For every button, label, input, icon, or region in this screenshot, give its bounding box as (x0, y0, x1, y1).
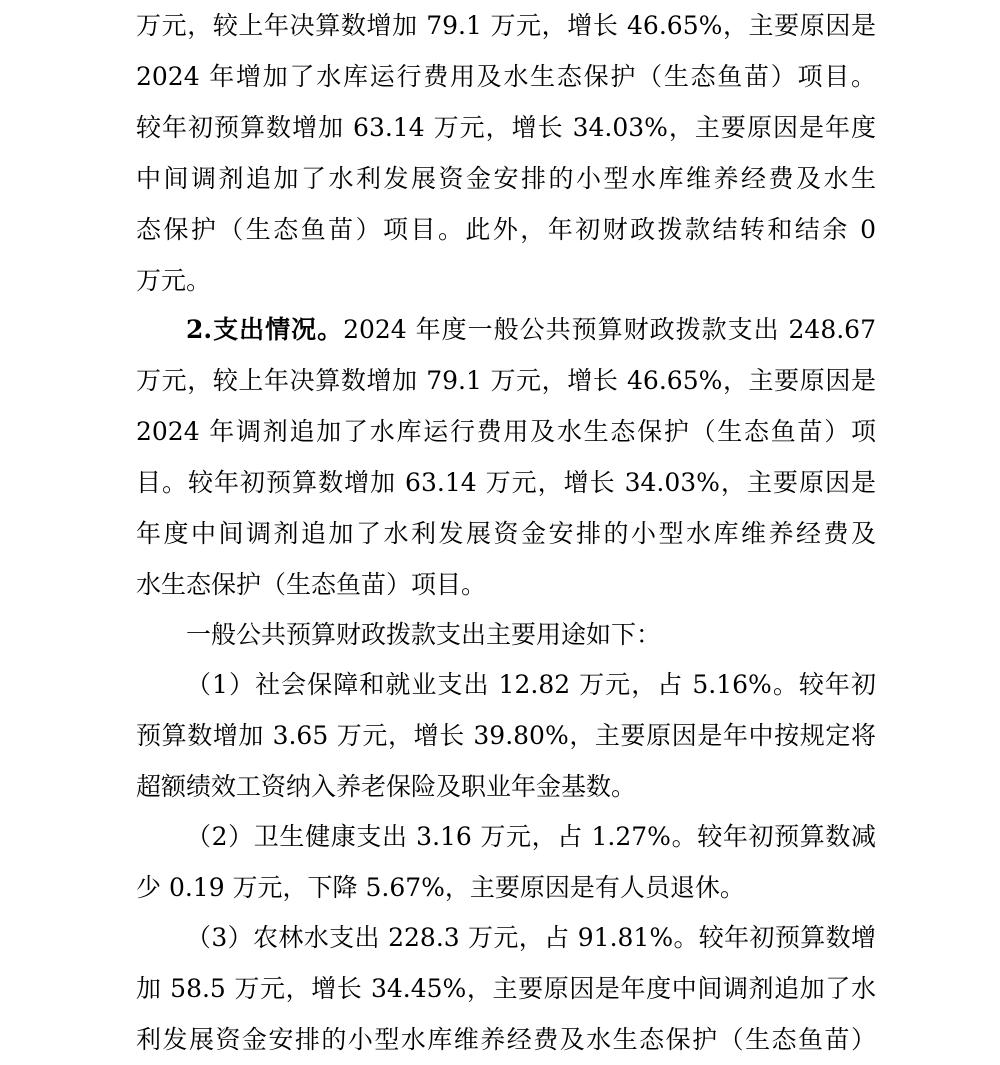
list-item-line: （3）农林水支出 228.3 万元，占 91.81%。较年初预算数增 (186, 923, 876, 952)
section-heading-text: 2024 年度一般公共预算财政拨款支出 248.67 (343, 315, 876, 344)
text-line: 超额绩效工资纳入养老保险及职业年金基数。 (136, 772, 637, 801)
text-line: 年度中间调剂追加了水利发展资金安排的小型水库维养经费及 (136, 519, 876, 548)
section-heading: 2.支出情况。 (186, 315, 344, 344)
text-line: 万元。 (136, 266, 212, 295)
text-line: 少 0.19 万元，下降 5.67%，主要原因是有人员退休。 (136, 873, 745, 902)
text-line: 水生态保护（生态鱼苗）项目。 (136, 570, 487, 599)
text-line: 2024 年调剂追加了水库运行费用及水生态保护（生态鱼苗）项 (136, 417, 876, 446)
text-line: 态保护（生态鱼苗）项目。此外，年初财政拨款结转和结余 0 (136, 215, 876, 244)
text-line: 目。较年初预算数增加 63.14 万元，增长 34.03%，主要原因是 (136, 468, 876, 497)
text-line: 一般公共预算财政拨款支出主要用途如下： (186, 620, 662, 649)
text-line: 万元，较上年决算数增加 79.1 万元，增长 46.65%，主要原因是 (136, 11, 876, 40)
list-item-line: （2）卫生健康支出 3.16 万元，占 1.27%。较年初预算数减 (186, 822, 876, 851)
text-line: 2024 年增加了水库运行费用及水生态保护（生态鱼苗）项目。 (136, 62, 876, 91)
text-line: 较年初预算数增加 63.14 万元，增长 34.03%，主要原因是年度 (136, 113, 876, 142)
text-line: 加 58.5 万元，增长 34.45%，主要原因是年度中间调剂追加了水 (136, 974, 876, 1003)
list-item-line: （1）社会保障和就业支出 12.82 万元，占 5.16%。较年初 (186, 670, 876, 699)
text-line: 预算数增加 3.65 万元，增长 39.80%，主要原因是年中按规定将 (136, 721, 876, 750)
text-line: 万元，较上年决算数增加 79.1 万元，增长 46.65%，主要原因是 (136, 366, 876, 395)
text-line: 利发展资金安排的小型水库维养经费及水生态保护（生态鱼苗） (136, 1025, 876, 1054)
text-line: 中间调剂追加了水利发展资金安排的小型水库维养经费及水生 (136, 164, 876, 193)
section-heading-line (186, 305, 876, 355)
